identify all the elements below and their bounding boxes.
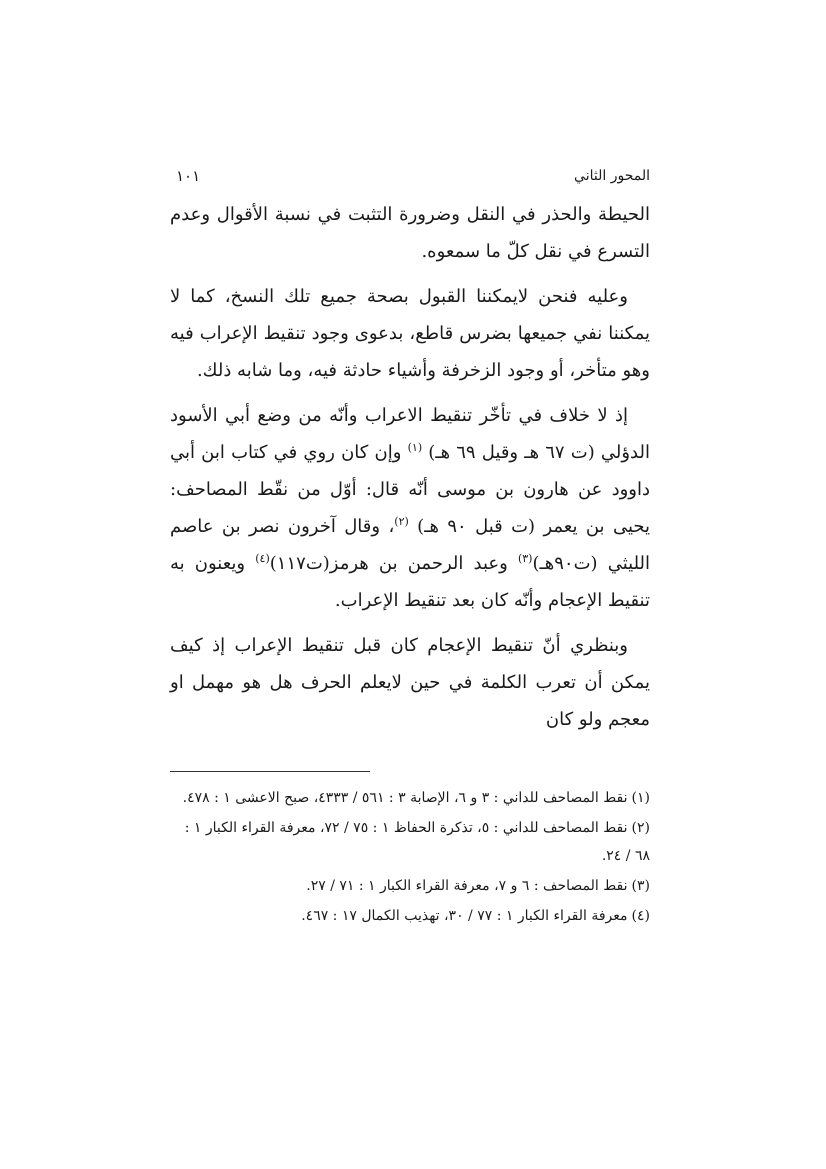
chapter-title: المحور الثاني: [574, 168, 650, 184]
book-page: [170, 0, 650, 1169]
paragraph-text: وبنظري أنّ تنقيط الإعجام كان قبل تنقيط الإعراب إذ كيف يمكن أن تعرب الكلمة في حين لايعلم الحرف هل هو مهمل او معجم ولو كان: [170, 635, 650, 730]
footnote-ref-1[interactable]: (١): [407, 441, 423, 454]
footnote-mark: (١): [631, 790, 650, 806]
paragraph-3: [170, 397, 650, 619]
body-text: [170, 196, 650, 746]
footnote-1: [170, 784, 650, 812]
paragraph-text: الحيطة والحذر في النقل وضرورة التثبت في نسبة الأقوال وعدم التسرع في نقل كلّ ما سمعوه.: [170, 204, 650, 262]
paragraph-text: ، وقال آخرون نصر بن عاصم الليثي (ت٩٠هـ): [170, 516, 651, 574]
footnote-2: [170, 814, 650, 870]
paragraph-1: [170, 196, 650, 270]
footnotes: [170, 784, 650, 932]
paragraph-text: وعليه فنحن لايمكننا القبول بصحة جميع تلك النسخ، كما لا يمكننا نفي جميعها بضرس قاطع، بدعوى وجود تنقيط الإعراب فيه وهو متأخر، أو وجود الزخرفة وأشياء حادثة فيه، وما شابه ذلك.: [170, 286, 650, 381]
footnote-text: نقط المصاحف للداني : ٥، تذكرة الحفاظ ١ : ٧٥ / ٧٢، معرفة القراء الكبار ١ : ٦٨ / ٢٤.: [184, 820, 650, 864]
footnote-mark: (٤): [631, 908, 650, 924]
paragraph-text: وإن كان روي في كتاب ابن أبي داوود عن هارون بن موسى أنّه قال: أوّل من نقّط المصاحف: يحيى بن يعمر (ت قبل ٩٠ هـ): [170, 442, 651, 537]
footnote-mark: (٣): [631, 878, 650, 894]
footnote-ref-3[interactable]: (٣): [517, 552, 533, 565]
footnote-4: [170, 902, 650, 930]
footnote-text: نقط المصاحف : ٦ و ٧، معرفة القراء الكبار ١ : ٧١ / ٢٧.: [306, 878, 628, 894]
footnote-text: نقط المصاحف للداني : ٣ و ٦، الإصابة ٣ : ٥٦١ / ٤٣٣٣، صبح الاعشى ١ : ٤٧٨.: [182, 790, 628, 806]
footnote-3: [170, 872, 650, 900]
paragraph-2: [170, 278, 650, 389]
paragraph-4: [170, 627, 650, 738]
footnote-ref-2[interactable]: (٢): [394, 515, 409, 528]
paragraph-text: إذ لا خلاف في تأخّر تنقيط الاعراب وأنّه من وضع أبي الأسود الدؤلي (ت ٦٧ هـ وقيل ٦٩ هـ): [170, 405, 650, 463]
running-header: [170, 164, 650, 188]
footnote-separator: [170, 771, 370, 772]
footnote-text: معرفة القراء الكبار ١ : ٧٧ / ٣٠، تهذيب الكمال ١٧ : ٤٦٧.: [301, 908, 628, 924]
footnote-ref-4[interactable]: (٤): [255, 552, 270, 565]
paragraph-text: ويعنون به تنقيط الإعجام وأنّه كان بعد تنقيط الإعراب.: [170, 553, 650, 611]
page-number: ١٠١: [176, 167, 201, 185]
footnote-mark: (٢): [631, 820, 650, 836]
paragraph-text: وعبد الرحمن بن هرمز(ت١١٧): [269, 553, 518, 574]
